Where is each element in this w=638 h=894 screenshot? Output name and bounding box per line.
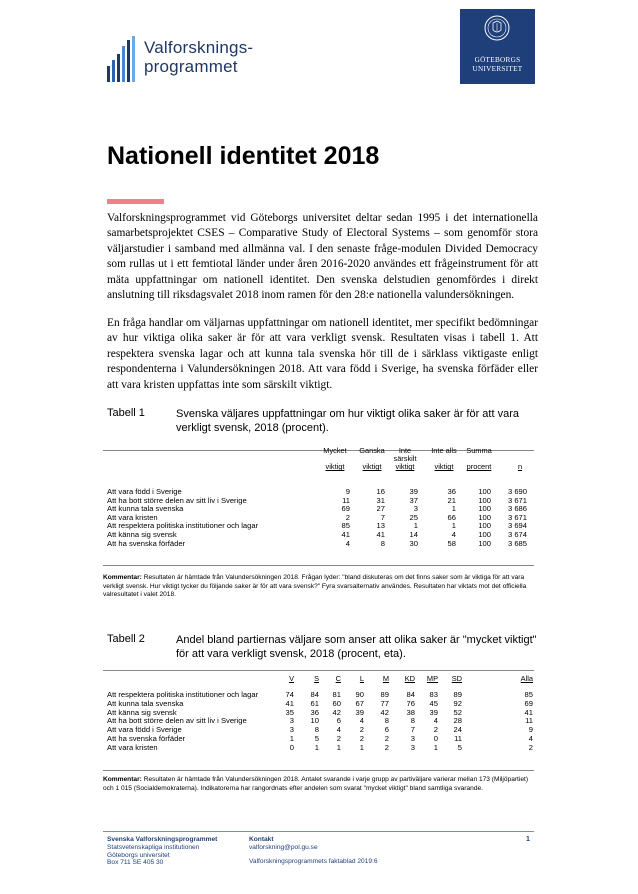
table-cell: 84 [406, 690, 415, 699]
row-label: Att respektera politiska institutioner och lagar [107, 521, 259, 531]
table-cell: 85 [341, 521, 350, 531]
footer-series: Valforskningsprogrammets faktablad 2019:6 [249, 857, 378, 865]
table2-column-header: S [314, 674, 319, 683]
table-cell: 1 [289, 734, 294, 743]
table2-column-header: Alla [520, 674, 533, 683]
table-cell: 8 [384, 716, 389, 726]
table1-comment-label: Kommentar: [103, 574, 142, 581]
table1-column-header-line3: viktigt [434, 462, 454, 472]
row-label: Att kunna tala svenska [107, 698, 184, 708]
table-cell: 67 [355, 698, 364, 708]
footer-contact [249, 836, 378, 865]
table-cell: 39 [429, 707, 438, 717]
footer-contact-label: Kontakt [249, 836, 274, 843]
table-cell: 3 [410, 742, 415, 752]
table2-comment [103, 776, 534, 793]
table-cell: 1 [359, 742, 364, 752]
table1-column-header-line1: Mycket [323, 446, 347, 455]
table1-column-header-line3: viktigt [325, 462, 345, 472]
table-cell: 2 [359, 725, 364, 735]
row-label: Att ha svenska förfäder [107, 734, 186, 743]
table1-column-header-line1: Inte alls [431, 446, 457, 455]
table-cell: 2 [345, 512, 350, 522]
table-cell: 3 690 [507, 487, 527, 496]
table-cell: 24 [453, 725, 462, 735]
footer-org [107, 836, 217, 867]
table-cell: 66 [447, 512, 456, 522]
table1-column-header-line3: viktigt [395, 462, 415, 472]
table-cell: 1 [451, 504, 456, 514]
title-accent-rule [107, 199, 164, 204]
table2-column-header: C [335, 674, 341, 683]
table-row [107, 540, 534, 548]
table-cell: 76 [406, 698, 415, 708]
table-cell: 52 [453, 707, 462, 717]
table-cell: 39 [409, 487, 418, 496]
table1-column-header [500, 447, 540, 472]
table-cell: 100 [478, 538, 491, 548]
row-label: Att känna sig svensk [107, 530, 177, 539]
table-cell: 2 [336, 734, 341, 743]
table1-column-header-line2: särskilt [393, 454, 417, 464]
table-cell: 5 [457, 742, 462, 752]
table-row [107, 700, 534, 708]
table-cell: 41 [524, 707, 533, 717]
table-cell: 8 [314, 725, 319, 735]
table1-bottom-rule [103, 565, 534, 566]
footer-org-line4: Box 711 SE 405 30 [107, 859, 164, 867]
table-cell: 1 [336, 742, 341, 752]
table2-column-header: L [359, 674, 364, 683]
table1-column-header-line3: n [517, 462, 523, 472]
table-cell: 3 [413, 504, 418, 514]
table-cell: 74 [285, 690, 294, 699]
table-row [107, 505, 534, 513]
table1-column-header-line3: procent [466, 462, 492, 472]
page-number: 1 [526, 836, 530, 843]
table-cell: 1 [451, 521, 456, 531]
row-label: Att respektera politiska institutioner och lagar [107, 690, 259, 699]
table-cell: 89 [453, 690, 462, 699]
table-cell: 85 [524, 690, 533, 699]
footer-contact-email[interactable]: valforskning@pol.gu.se [249, 843, 318, 851]
table-cell: 3 [289, 725, 294, 735]
table1-column-header [459, 447, 499, 472]
footer-org-line3: Göteborgs universitet [107, 851, 170, 859]
table-cell: 100 [478, 521, 491, 531]
table-cell: 13 [376, 521, 385, 531]
footer-org-name: Svenska Valforskningsprogrammet [107, 836, 218, 843]
row-label: Att vara kristen [107, 742, 158, 752]
table-cell: 4 [451, 530, 456, 539]
table-cell: 3 671 [507, 512, 527, 522]
footer-rule [103, 831, 534, 832]
table-cell: 90 [355, 690, 364, 699]
table-cell: 69 [524, 698, 533, 708]
table-cell: 16 [376, 487, 385, 496]
table-cell: 1 [314, 742, 319, 752]
logo-text [144, 38, 253, 76]
table-cell: 6 [336, 716, 341, 726]
table1-comment-text: Resultaten är hämtade från Valundersökningen 2018. Frågan lyder: "bland diskuteras om det finns saker som är viktiga för att vara verkligt svensk. Hur viktigt tycker du följande saker är för att vara svensk?" Fyra svarsalternativ användes. Resultaten har viktats mot det officiella valresultatet i valet 2018. [103, 574, 527, 599]
table-cell: 41 [285, 698, 294, 708]
table2-column-header: V [289, 674, 294, 683]
table-cell: 3 [410, 734, 415, 743]
table2-caption: Andel bland partiernas väljare som anser att olika saker är "mycket viktigt" för att vara verkligt svensk, 2018 (procent, eta). [176, 634, 537, 660]
table-cell: 7 [410, 725, 415, 735]
table-cell: 92 [453, 698, 462, 708]
table2-top-rule [103, 670, 534, 671]
table-row [107, 735, 534, 743]
table2-column-header: KD [404, 674, 415, 683]
table-cell: 100 [478, 495, 491, 505]
table-cell: 89 [380, 690, 389, 699]
table2-column-header: SD [451, 674, 462, 683]
table-cell: 8 [380, 538, 385, 548]
table-cell: 81 [332, 690, 341, 699]
table-cell: 83 [429, 690, 438, 699]
table-cell: 4 [433, 716, 438, 726]
table-cell: 4 [345, 538, 350, 548]
table2-comment-label: Kommentar: [103, 776, 142, 783]
table-cell: 4 [336, 725, 341, 735]
table-cell: 28 [453, 716, 462, 726]
table1-caption: Svenska väljares uppfattningar om hur viktigt olika saker är för att vara verkligt svensk, 2018 (procent). [176, 408, 519, 434]
table-cell: 3 685 [507, 538, 527, 548]
table-cell: 41 [341, 530, 350, 539]
table-cell: 9 [345, 487, 350, 496]
table-cell: 100 [478, 530, 491, 539]
table-row [107, 691, 534, 699]
table-cell: 100 [478, 512, 491, 522]
table-cell: 35 [285, 707, 294, 717]
table-cell: 60 [332, 698, 341, 708]
table-cell: 3 686 [507, 504, 527, 514]
table2-label: Tabell 2 [107, 633, 145, 645]
table-cell: 36 [447, 487, 456, 496]
table-cell: 0 [433, 734, 438, 743]
table-cell: 42 [380, 707, 389, 717]
row-label: Att vara kristen [107, 512, 158, 522]
row-label: Att ha bott större delen av sitt liv i Sverige [107, 495, 247, 505]
table-cell: 100 [478, 504, 491, 514]
table-cell: 4 [528, 734, 533, 743]
table-cell: 1 [413, 521, 418, 531]
table-cell: 58 [447, 538, 456, 548]
table-cell: 5 [314, 734, 319, 743]
table-cell: 45 [429, 698, 438, 708]
table-cell: 77 [380, 698, 389, 708]
table1-column-header-line3: viktigt [362, 462, 382, 472]
table1-column-header-line1: Inte [398, 446, 412, 455]
row-label: Att vara född i Sverige [107, 487, 182, 496]
row-label: Att vara född i Sverige [107, 725, 182, 735]
table-cell: 61 [310, 698, 319, 708]
valforskning-logo-icon [107, 36, 137, 82]
logo-line1: Valforsknings- [144, 38, 254, 57]
table1-column-header [385, 447, 425, 472]
table-cell: 11 [454, 734, 462, 743]
table2-column-header: MP [426, 674, 438, 683]
table-cell: 3 [289, 716, 294, 726]
table1-column-header-line1: Summa [466, 446, 492, 455]
table-cell: 84 [310, 690, 319, 699]
row-label: Att ha bott större delen av sitt liv i Sverige [107, 716, 247, 726]
table-cell: 7 [380, 512, 385, 522]
university-name-line2: UNIVERSITET [472, 65, 523, 73]
row-label: Att känna sig svensk [107, 707, 177, 717]
table1-column-header-line1 [500, 447, 540, 455]
page-title: Nationell identitet 2018 [107, 142, 380, 170]
table-cell: 3 694 [507, 521, 527, 531]
table-cell: 39 [355, 707, 364, 717]
table-cell: 69 [341, 504, 350, 514]
table2-bottom-rule [103, 770, 534, 771]
table-cell: 100 [478, 487, 491, 496]
table-cell: 38 [406, 707, 415, 717]
table-cell: 21 [447, 495, 456, 505]
table-cell: 3 674 [507, 530, 527, 539]
table2-column-header: M [382, 674, 389, 683]
logo-line2: programmet [144, 57, 238, 76]
table-cell: 1 [433, 742, 438, 752]
intro-paragraph: Valforskningsprogrammet vid Göteborgs universitet deltar sedan 1995 i det internationella samarbetsprojektet CSES – Comparative Study of Electoral Systems – som genomför stora väljarstudier i samband med allmänna val. I den senaste fråge-modulen Divided Democracy som rullas ut i ett femtiotal länder under åren 2016-2020 användes ett frågeinstrument för att mäta uppfattningar om nationell identitet. Den svenska delstudien genomfördes i direkt anslutning till riksdagsvalet 2018 inom ramen för den 28:e nationella valundersökningen. [107, 212, 538, 302]
table-cell: 2 [528, 742, 533, 752]
row-label: Att ha svenska förfäder [107, 538, 186, 548]
table-cell: 37 [409, 495, 418, 505]
table-cell: 36 [310, 707, 319, 717]
table1-comment [103, 574, 534, 600]
table1-column-header [315, 447, 355, 472]
table-cell: 6 [384, 725, 389, 735]
table-cell: 25 [409, 512, 418, 522]
table-cell: 2 [384, 734, 389, 743]
table-cell: 31 [376, 495, 385, 505]
university-logo [460, 9, 535, 84]
table-cell: 42 [332, 707, 341, 717]
table-cell: 41 [376, 530, 385, 539]
table-cell: 3 671 [507, 495, 527, 505]
table-row [107, 744, 534, 752]
table-cell: 4 [359, 716, 364, 726]
table-cell: 0 [289, 742, 294, 752]
table-cell: 2 [384, 742, 389, 752]
table-cell: 2 [359, 734, 364, 743]
university-name-line1: GÖTEBORGS [474, 56, 521, 64]
results-paragraph: En fråga handlar om väljarnas uppfattningar om nationell identitet, mer specifikt bedömningar av hur viktiga olika saker är för att vara verkligt svensk. Resultaten visas i tabell 1. Att respektera svenska lagar och att kunna tala svenska hör till de i särklass viktigaste enligt respondenterna i Valundersökningen 2018. Att vara född i Sverige, ha svenska förfäder eller att vara kristen uppfattas inte som särskilt viktigt. [107, 317, 538, 391]
table1-column-header-line1: Ganska [359, 446, 385, 455]
table1-label: Tabell 1 [107, 407, 145, 419]
table-cell: 11 [525, 716, 533, 726]
table-cell: 8 [410, 716, 415, 726]
university-seal-icon [484, 15, 510, 41]
table-cell: 14 [409, 530, 418, 539]
table-cell: 2 [433, 725, 438, 735]
table2-comment-text: Resultaten är hämtade från Valundersökningen 2018. Antalet svarande i varje grupp av partiväljare varierar mellan 173 (Miljöpartiet) och 1 015 (Socialdemokraterna). Indikatorerna har rangordnats efter andelen som svarat "mycket viktigt" bland samtliga svarande. [103, 776, 529, 792]
table-cell: 9 [528, 725, 533, 735]
table-cell: 30 [409, 538, 418, 548]
table1-column-header [424, 447, 464, 472]
row-label: Att kunna tala svenska [107, 504, 184, 514]
footer-org-line2: Statsvetenskapliga institutionen [107, 843, 200, 851]
table-cell: 27 [376, 504, 385, 514]
table-cell: 11 [342, 495, 350, 505]
table-cell: 10 [310, 716, 319, 726]
